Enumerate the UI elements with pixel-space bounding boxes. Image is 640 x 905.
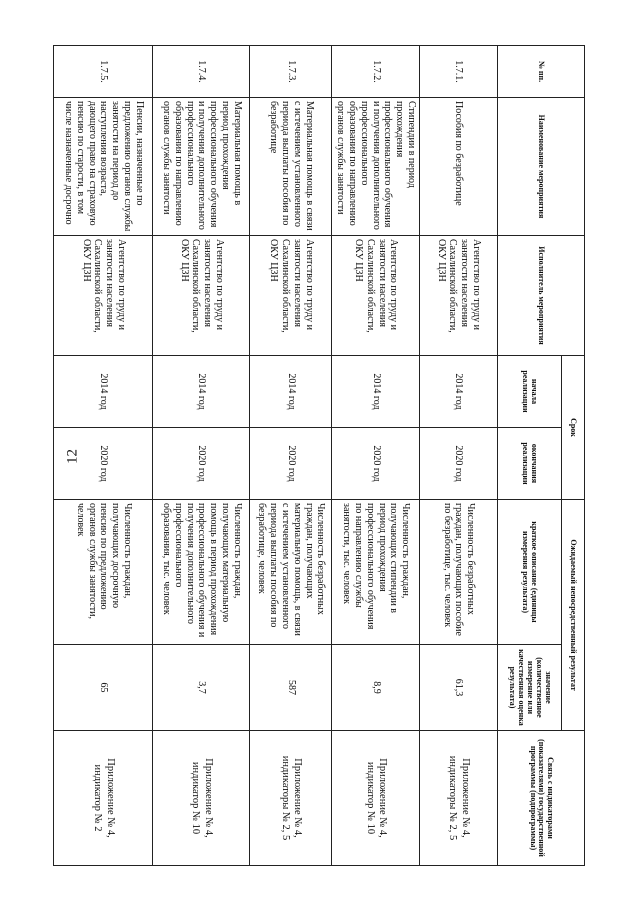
row-result-desc: Численность граждан, получающих материальную помощь в период прохождения профессионального обучения и получения дополнительного профессионального образования, тыс. человек bbox=[153, 500, 250, 645]
row-indicator-link: Приложение № 4, индикаторы № 2, 5 bbox=[420, 731, 498, 866]
row-result-value: 3,7 bbox=[153, 645, 250, 731]
row-num: 1.7.3. bbox=[250, 46, 332, 98]
row-indicator-link: Приложение № 4, индикаторы № 2, 5 bbox=[250, 731, 332, 866]
row-result-desc: Численность граждан, получающих досрочную пенсию по предложению органов службы занятости, человек bbox=[54, 500, 153, 645]
table-row bbox=[54, 46, 153, 866]
header-num: № пп. bbox=[498, 46, 585, 98]
row-result-value: 8,9 bbox=[332, 645, 420, 731]
header-link: Связь с индикаторами (показателями) государственной программы (подпрограммы) bbox=[498, 731, 585, 866]
table-row bbox=[420, 46, 498, 866]
page-number: 12 bbox=[64, 449, 81, 464]
row-measure-name: Материальная помощь в период прохождения профессионального обучения и получения дополнительного профессионального образования по направлению органов службы занятости bbox=[153, 98, 250, 236]
row-start: 2014 год bbox=[54, 356, 153, 428]
row-executor: Агентство по труду и занятости населения Сахалинской области, ОКУ ЦЗН bbox=[250, 236, 332, 356]
row-measure-name: Материальная помощь в связи с истечением установленного периода выплаты пособия по безработице bbox=[250, 98, 332, 236]
row-result-desc: Численность безработных граждан, получающих материальную помощь, в связи с истечением установленного периода выплаты пособия по безработице, человек bbox=[250, 500, 332, 645]
row-result-desc: Численность граждан, получающих стипендии в период прохождения профессионального обучения по направлению службы занятости, тыс. человек bbox=[332, 500, 420, 645]
row-executor: Агентство по труду и занятости населения Сахалинской области, ОКУ ЦЗН bbox=[54, 236, 153, 356]
header-result: Ожидаемый непосредственный результат bbox=[562, 500, 585, 731]
row-end: 2020 год bbox=[250, 428, 332, 500]
row-executor: Агентство по труду и занятости населения Сахалинской области, ОКУ ЦЗН bbox=[420, 236, 498, 356]
row-end: 2020 год bbox=[332, 428, 420, 500]
header-term-end: окончания реализации bbox=[498, 428, 562, 500]
header-result-desc: краткое описание (единицы измерения результата) bbox=[498, 500, 562, 645]
header-result-value: значение (количественное измерение или качественная оценка результата) bbox=[498, 645, 562, 731]
row-executor: Агентство по труду и занятости населения Сахалинской области, ОКУ ЦЗН bbox=[153, 236, 250, 356]
row-executor: Агентство по труду и занятости населения Сахалинской области, ОКУ ЦЗН bbox=[332, 236, 420, 356]
header-term: Срок bbox=[562, 356, 585, 500]
header-name: Наименование мероприятия bbox=[498, 98, 585, 236]
row-num: 1.7.4. bbox=[153, 46, 250, 98]
table-row bbox=[250, 46, 332, 866]
header-term-start: начала реализации bbox=[498, 356, 562, 428]
row-result-value: 587 bbox=[250, 645, 332, 731]
row-start: 2014 год bbox=[420, 356, 498, 428]
row-measure-name: Пособия по безработице bbox=[420, 98, 498, 236]
table-row bbox=[153, 46, 250, 866]
row-indicator-link: Приложение № 4, индикатор № 10 bbox=[332, 731, 420, 866]
row-start: 2014 год bbox=[250, 356, 332, 428]
row-num: 1.7.1. bbox=[420, 46, 498, 98]
row-end: 2020 год bbox=[54, 428, 153, 500]
measures-table bbox=[53, 45, 585, 866]
header-row-top bbox=[562, 46, 585, 866]
row-num: 1.7.2. bbox=[332, 46, 420, 98]
row-indicator-link: Приложение № 4, индикатор № 2 bbox=[54, 731, 153, 866]
row-measure-name: Пенсии, назначенные по предложению органов службы занятости на период до наступления возраста, дающего право на страховую пенсию по старости, в том числе назначенные досрочно bbox=[54, 98, 153, 236]
row-result-value: 61,3 bbox=[420, 645, 498, 731]
row-num: 1.7.5. bbox=[54, 46, 153, 98]
row-end: 2020 год bbox=[153, 428, 250, 500]
row-start: 2014 год bbox=[153, 356, 250, 428]
row-end: 2020 год bbox=[420, 428, 498, 500]
row-indicator-link: Приложение № 4, индикатор № 10 bbox=[153, 731, 250, 866]
row-start: 2014 год bbox=[332, 356, 420, 428]
header-executor: Исполнитель мероприятия bbox=[498, 236, 585, 356]
table-row bbox=[332, 46, 420, 866]
row-result-value: 65 bbox=[54, 645, 153, 731]
row-result-desc: Численность безработных граждан, получающих пособие по безработице, тыс. человек bbox=[420, 500, 498, 645]
measures-table-wrap bbox=[60, 45, 585, 865]
row-measure-name: Стипендии в период прохождения профессионального обучения и получения дополнительного профессионального образования по направлению органов службы занятости bbox=[332, 98, 420, 236]
